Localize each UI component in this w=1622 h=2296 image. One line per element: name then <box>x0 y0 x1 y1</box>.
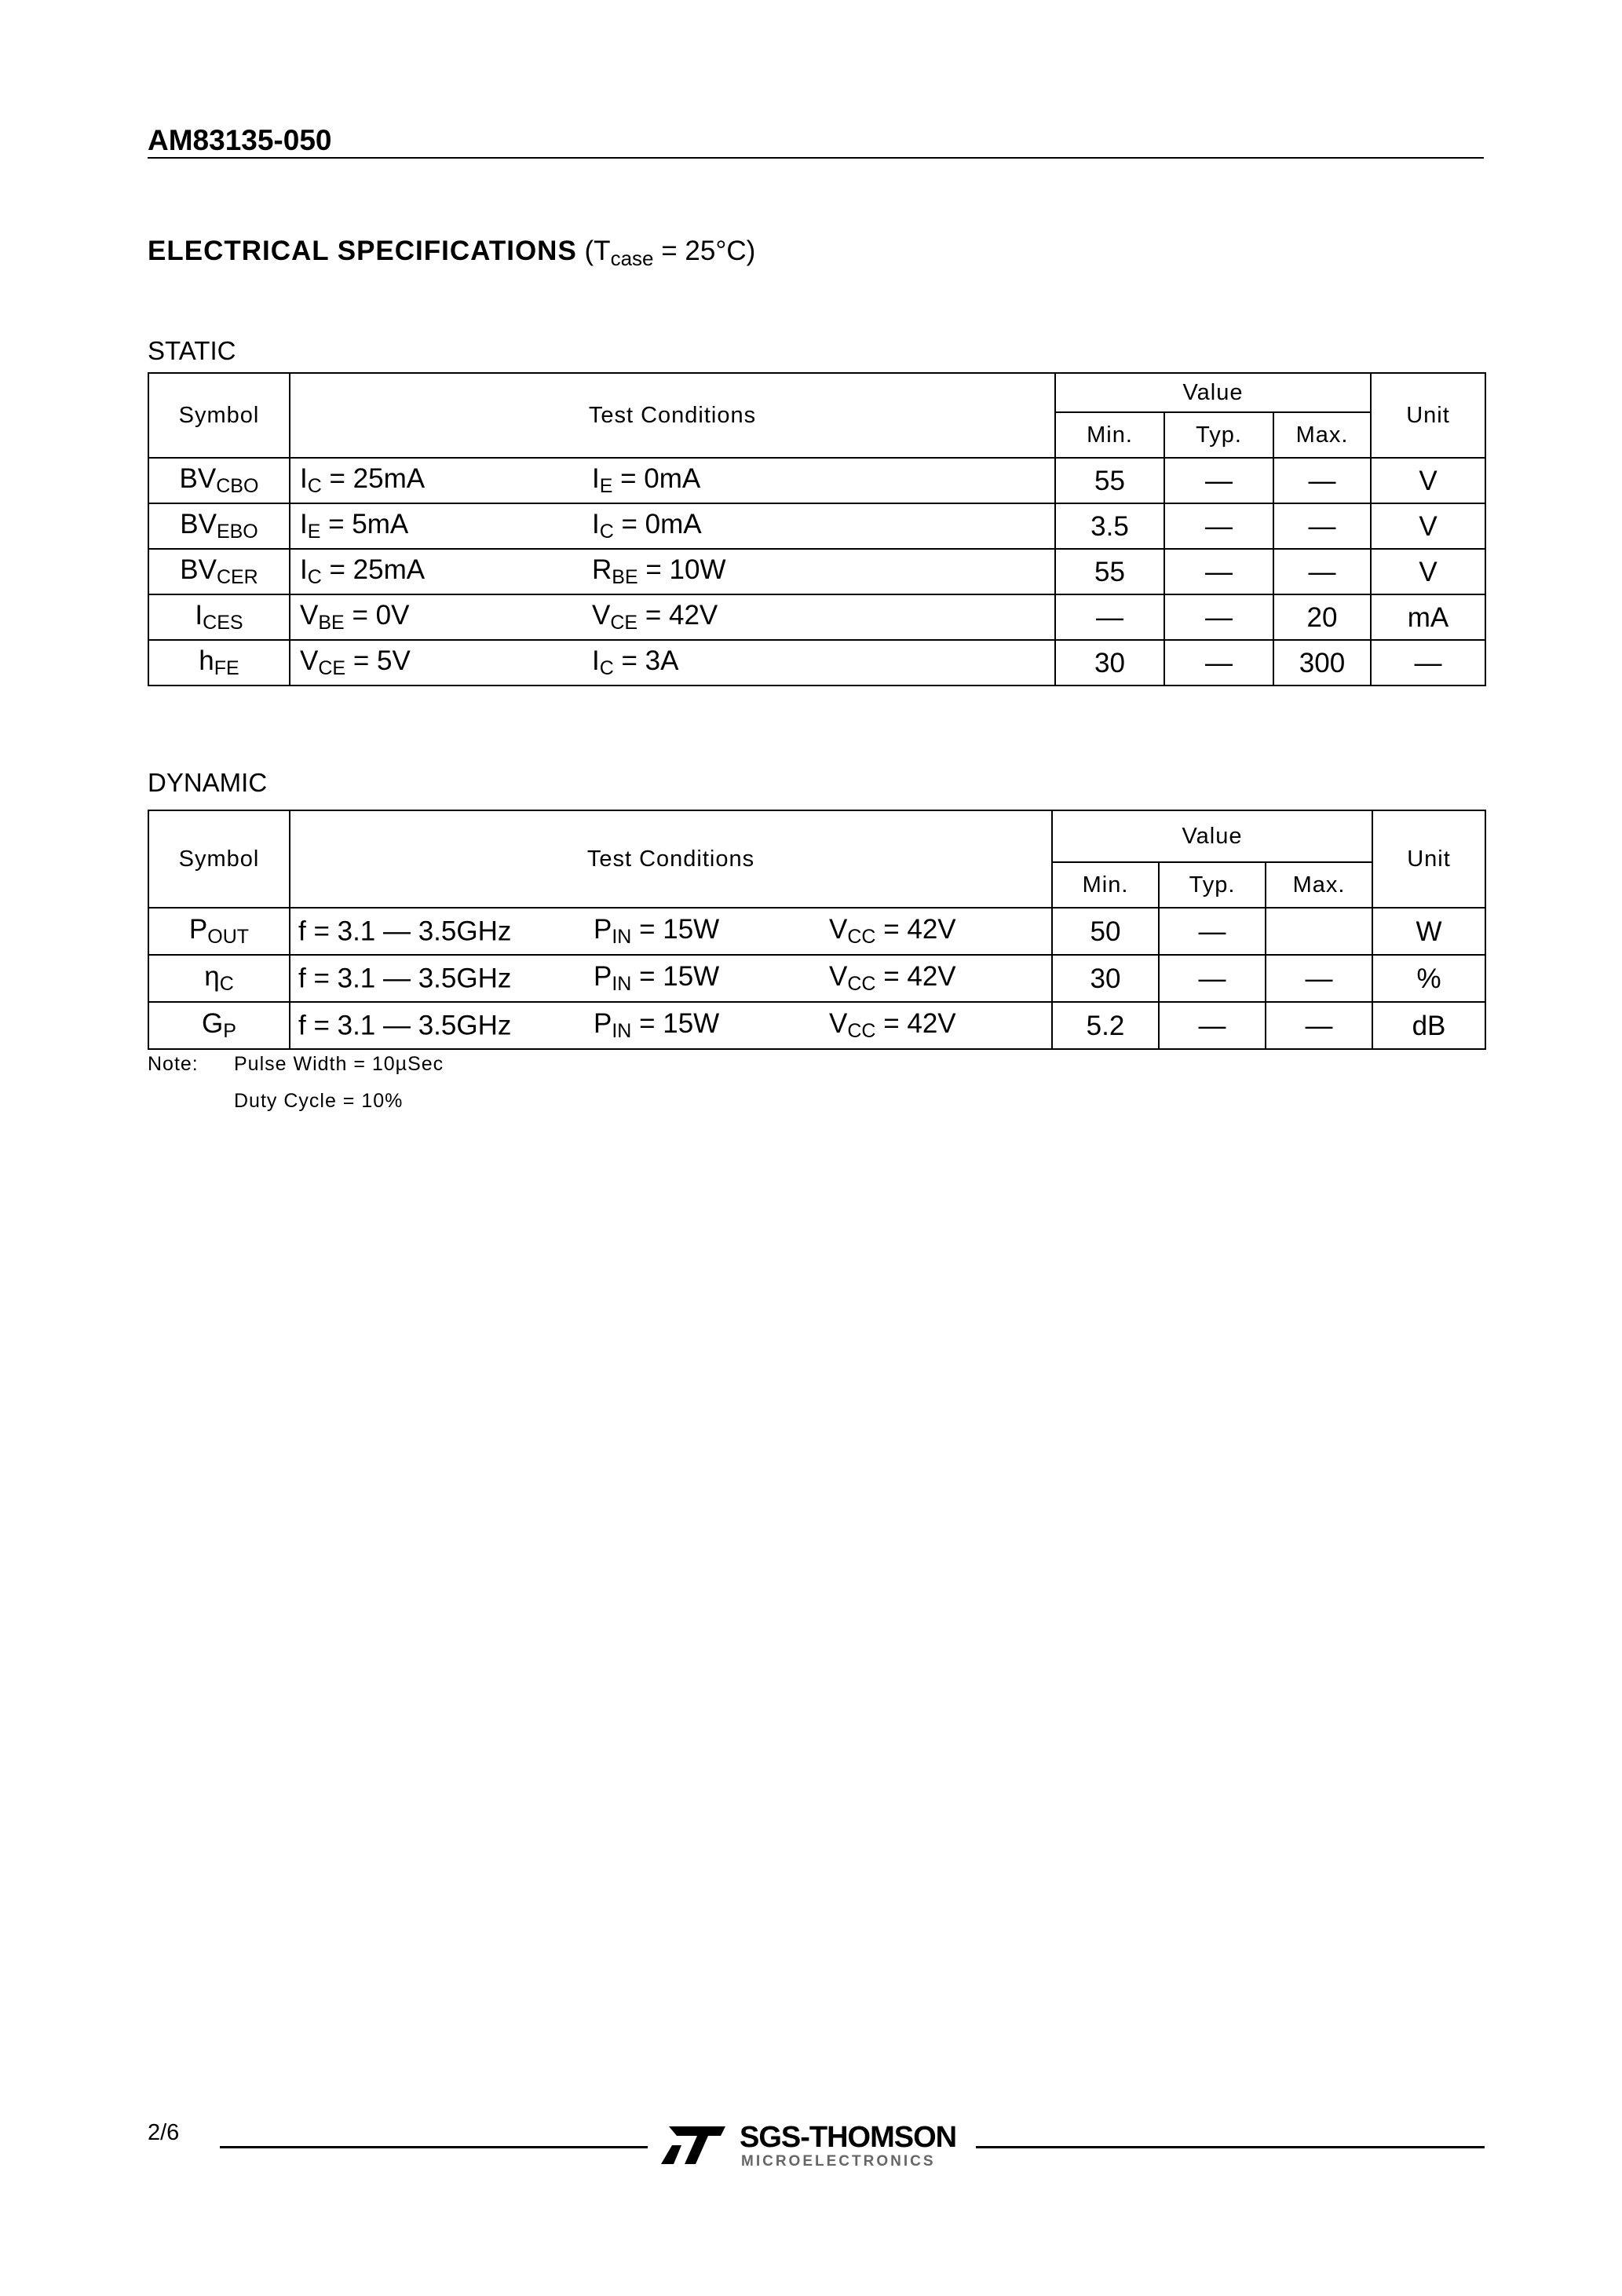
table-row <box>148 1002 1485 1049</box>
unit-cell: V <box>1371 458 1485 503</box>
table-row <box>148 458 1485 503</box>
max-cell: — <box>1273 503 1371 549</box>
page-number: 2/6 <box>148 2120 180 2145</box>
unit-cell: dB <box>1372 1002 1485 1049</box>
min-cell: 50 <box>1052 908 1159 955</box>
max-cell: — <box>1266 1002 1372 1049</box>
unit-cell: — <box>1371 640 1485 686</box>
dynamic-header-row <box>148 810 1485 862</box>
dynamic-table-body <box>148 908 1485 1049</box>
static-label: STATIC <box>148 336 236 365</box>
note-label: Note: <box>148 1053 199 1075</box>
note <box>148 1053 444 1076</box>
table-row <box>148 503 1485 549</box>
header-value: Value <box>1055 373 1371 412</box>
header-unit: Unit <box>1372 810 1485 908</box>
min-cell: 3.5 <box>1055 503 1164 549</box>
symbol-cell: $\eta_C$ <box>148 955 290 1002</box>
conditions-cell: $I_C = 25mA$ $R_{BE} = 10W$ <box>290 549 1055 594</box>
dynamic-table <box>148 810 1486 1050</box>
table-row <box>148 640 1485 686</box>
symbol-cell: $BV_{CBO}$ <box>148 458 290 503</box>
condition-sub: case <box>610 247 654 270</box>
typ-cell: — <box>1159 955 1266 1002</box>
footer-rule-left <box>220 2146 648 2148</box>
typ-cell: — <box>1164 458 1273 503</box>
header-min: Min. <box>1052 862 1159 908</box>
conditions-cell: $I_C = 25mA$ $I_E = 0mA$ <box>290 458 1055 503</box>
min-cell: 30 <box>1052 955 1159 1002</box>
table-row <box>148 549 1485 594</box>
symbol-cell: $G_P$ <box>148 1002 290 1049</box>
max-cell: — <box>1266 955 1372 1002</box>
symbol-cell: $BV_{CER}$ <box>148 549 290 594</box>
static-table <box>148 372 1486 686</box>
company-name: SGS-THOMSON <box>740 2121 957 2154</box>
symbol-cell: $P_{OUT}$ <box>148 908 290 955</box>
typ-cell: — <box>1164 640 1273 686</box>
header-max: Max. <box>1273 412 1371 458</box>
dynamic-label: DYNAMIC <box>148 768 268 797</box>
max-cell <box>1266 908 1372 955</box>
unit-cell: V <box>1371 549 1485 594</box>
header-unit: Unit <box>1371 373 1485 458</box>
typ-cell: — <box>1159 1002 1266 1049</box>
max-cell: — <box>1273 549 1371 594</box>
min-cell: 5.2 <box>1052 1002 1159 1049</box>
max-cell: 300 <box>1273 640 1371 686</box>
typ-cell: — <box>1164 549 1273 594</box>
conditions-cell: $V_{BE} = 0V$ $V_{CE} = 42V$ <box>290 594 1055 640</box>
min-cell: 55 <box>1055 458 1164 503</box>
unit-cell: V <box>1371 503 1485 549</box>
static-table-body <box>148 458 1485 686</box>
table-row <box>148 594 1485 640</box>
condition-close: = 25°C) <box>653 236 756 266</box>
section-title-text: ELECTRICAL SPECIFICATIONS <box>148 236 577 266</box>
conditions-cell: f = 3.1 — 3.5GHz $P_{IN} = 15W$ $V_{CC} = 42V$ <box>290 1002 1052 1049</box>
symbol-cell: $I_{CES}$ <box>148 594 290 640</box>
table-row <box>148 908 1485 955</box>
header-typ: Typ. <box>1164 412 1273 458</box>
conditions-cell: f = 3.1 — 3.5GHz $P_{IN} = 15W$ $V_{CC} = 42V$ <box>290 908 1052 955</box>
header-max: Max. <box>1266 862 1372 908</box>
static-header-row <box>148 373 1485 412</box>
header-conditions: Test Conditions <box>290 373 1055 458</box>
symbol-cell: $h_{FE}$ <box>148 640 290 686</box>
typ-cell: — <box>1164 503 1273 549</box>
min-cell: — <box>1055 594 1164 640</box>
header-conditions: Test Conditions <box>290 810 1052 908</box>
conditions-cell: $V_{CE} = 5V$ $I_C = 3A$ <box>290 640 1055 686</box>
header-typ: Typ. <box>1159 862 1266 908</box>
note-duty-cycle: Duty Cycle = 10% <box>234 1090 404 1112</box>
unit-cell: mA <box>1371 594 1485 640</box>
conditions-cell: f = 3.1 — 3.5GHz $P_{IN} = 15W$ $V_{CC} = 42V$ <box>290 955 1052 1002</box>
section-title <box>148 236 755 271</box>
unit-cell: W <box>1372 908 1485 955</box>
conditions-cell: $I_E = 5mA$ $I_C = 0mA$ <box>290 503 1055 549</box>
part-number: AM83135-050 <box>148 124 332 156</box>
st-logo-icon <box>658 2122 729 2169</box>
header-rule <box>148 157 1484 159</box>
max-cell: 20 <box>1273 594 1371 640</box>
footer-rule-right <box>976 2146 1485 2148</box>
header-value: Value <box>1052 810 1372 862</box>
condition-open: (T <box>584 236 611 266</box>
note-pulse-width: Pulse Width = 10µSec <box>234 1053 444 1075</box>
symbol-cell: $BV_{EBO}$ <box>148 503 290 549</box>
typ-cell: — <box>1159 908 1266 955</box>
unit-cell: % <box>1372 955 1485 1002</box>
table-row <box>148 955 1485 1002</box>
company-division: MICROELECTRONICS <box>741 2153 936 2170</box>
typ-cell: — <box>1164 594 1273 640</box>
header-min: Min. <box>1055 412 1164 458</box>
header-symbol: Symbol <box>148 373 290 458</box>
min-cell: 30 <box>1055 640 1164 686</box>
max-cell: — <box>1273 458 1371 503</box>
min-cell: 55 <box>1055 549 1164 594</box>
header-symbol: Symbol <box>148 810 290 908</box>
